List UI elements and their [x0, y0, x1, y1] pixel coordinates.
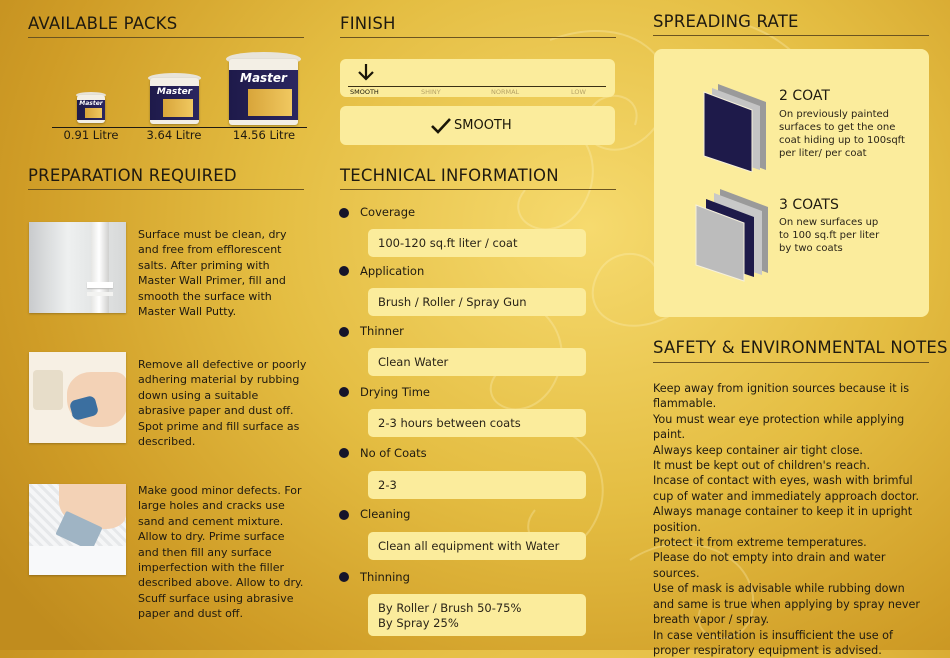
tech-bullet	[339, 327, 349, 337]
pack-size-large: 14.56 Litre	[226, 128, 302, 142]
finish-rule	[340, 37, 616, 38]
checkmark-icon	[430, 117, 452, 135]
tech-label-coats: No of Coats	[360, 446, 427, 460]
spreading-text-3coats: On new surfaces up to 100 sq.ft per liter by two coats	[779, 216, 891, 255]
safety-note: Use of mask is advisable while rubbing down and same is true when applying by spray never breath vapor / spray.	[653, 581, 921, 627]
pack-medium-logo: Master	[150, 87, 199, 97]
packs-rule	[28, 37, 304, 38]
tech-bullet	[339, 510, 349, 520]
spreading-text-2coat: On previously painted surfaces to get the one coat hiding up to 100sqft per liter/ per coat	[779, 108, 907, 160]
down-arrow-icon	[356, 62, 376, 82]
finish-scale-smooth: SMOOTH	[350, 88, 379, 96]
safety-note: Protect it from extreme temperatures.	[653, 535, 921, 550]
spreading-panel	[654, 49, 929, 317]
tech-label-thinner: Thinner	[360, 324, 404, 338]
three-coat-layers-icon	[694, 187, 774, 283]
finish-scale-low: LOW	[571, 88, 586, 96]
two-coat-layers-icon	[702, 82, 770, 172]
tech-value-cleaning	[368, 532, 586, 560]
safety-note: You must wear eye protection while applying paint.	[653, 412, 921, 443]
tech-value-drying-text: 2-3 hours between coats	[378, 416, 521, 430]
tech-value-thinning-line1: By Roller / Brush 50-75%	[378, 601, 576, 616]
finish-scale-panel	[340, 59, 615, 97]
tech-value-application-text: Brush / Roller / Spray Gun	[378, 295, 527, 309]
prep-text-3: Make good minor defects. For large holes and cracks use sand and cement mixture. Allow to dry. Prime surface and then fill any surface imperfection with the filler described above. Allow to dry. Scuff surface using abrasive paper and dust off.	[138, 483, 308, 622]
packs-heading: AVAILABLE PACKS	[28, 14, 177, 33]
safety-note: Please do not empty into drain and water sources.	[653, 550, 921, 581]
tech-value-thinning	[368, 594, 586, 636]
tech-label-application: Application	[360, 264, 424, 278]
tech-bullet	[339, 208, 349, 218]
tech-label-coverage: Coverage	[360, 205, 415, 219]
prep-rule	[28, 189, 304, 190]
tech-label-drying: Drying Time	[360, 385, 430, 399]
pack-large	[226, 52, 301, 128]
pack-size-small: 0.91 Litre	[56, 128, 126, 142]
tech-value-thinner-text: Clean Water	[378, 355, 448, 369]
tech-value-coverage-text: 100-120 sq.ft liter / coat	[378, 236, 517, 250]
tech-value-coats	[368, 471, 586, 499]
tech-value-application	[368, 288, 586, 316]
prep-image-column	[29, 222, 126, 313]
finish-scale-normal: NORMAL	[491, 88, 519, 96]
tech-bullet	[339, 448, 349, 458]
safety-note: Always manage container to keep it in upright position.	[653, 504, 921, 535]
prep-image-sanding	[29, 352, 126, 443]
tech-value-thinner	[368, 348, 586, 376]
tech-value-coats-text: 2-3	[378, 478, 397, 492]
safety-note: Always keep container air tight close.	[653, 443, 921, 458]
safety-heading: SAFETY & ENVIRONMENTAL NOTES	[653, 338, 948, 357]
tech-value-thinning-line2: By Spray 25%	[378, 616, 576, 631]
finish-selected-panel	[340, 106, 615, 145]
technical-heading: TECHNICAL INFORMATION	[340, 166, 559, 185]
finish-scale-line	[348, 86, 606, 87]
packs-baseline	[52, 127, 307, 128]
prep-image-filling	[29, 484, 126, 575]
pack-medium	[148, 73, 201, 128]
tech-bullet	[339, 266, 349, 276]
technical-rule	[340, 189, 616, 190]
spreading-heading: SPREADING RATE	[653, 12, 799, 31]
pack-small	[76, 92, 106, 126]
prep-text-2: Remove all defective or poorly adhering material by rubbing down using a suitable abrasive paper and dust off. Spot prime and fill surface as described.	[138, 357, 308, 449]
pack-small-logo: Master	[77, 100, 105, 107]
tech-label-cleaning: Cleaning	[360, 507, 410, 521]
safety-note: Incase of contact with eyes, wash with brimful cup of water and immediately approach doctor.	[653, 473, 921, 504]
pack-large-logo: Master	[229, 71, 298, 85]
safety-note: In case ventilation is insufficient the use of proper respiratory equipment is advised.	[653, 628, 921, 658]
tech-value-cleaning-text: Clean all equipment with Water	[378, 539, 559, 553]
finish-selected-label: SMOOTH	[454, 118, 512, 133]
safety-rule	[653, 362, 929, 363]
safety-notes	[653, 381, 921, 658]
prep-heading: PREPARATION REQUIRED	[28, 166, 237, 185]
tech-value-drying	[368, 409, 586, 437]
spreading-title-2coat: 2 COAT	[779, 88, 830, 104]
tech-bullet	[339, 387, 349, 397]
safety-note: Keep away from ignition sources because it is flammable.	[653, 381, 921, 412]
finish-heading: FINISH	[340, 14, 396, 33]
safety-note: It must be kept out of children's reach.	[653, 458, 921, 473]
tech-value-coverage	[368, 229, 586, 257]
tech-label-thinning: Thinning	[360, 570, 410, 584]
tech-bullet	[339, 572, 349, 582]
spreading-rule	[653, 35, 929, 36]
spreading-title-3coats: 3 COATS	[779, 197, 839, 213]
finish-scale-shiny: SHINY	[421, 88, 441, 96]
prep-text-1: Surface must be clean, dry and free from efflorescent salts. After priming with Master Wall Primer, fill and smooth the surface with Master Wall Putty.	[138, 227, 308, 319]
pack-size-medium: 3.64 Litre	[139, 128, 209, 142]
